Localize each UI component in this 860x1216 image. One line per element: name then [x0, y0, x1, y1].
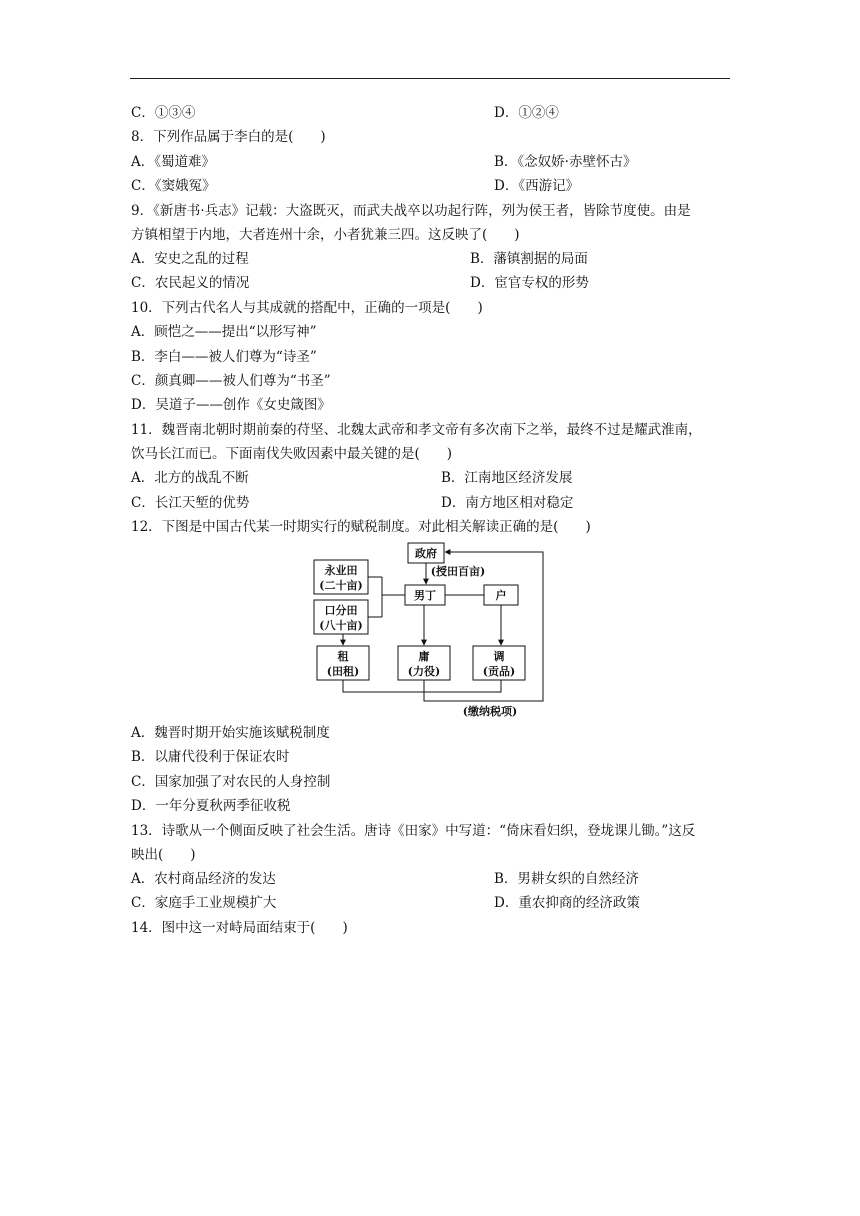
q7-option-c: C．①③④	[131, 105, 196, 121]
q10-option-b: B．李白——被人们尊为“诗圣”	[131, 349, 317, 365]
koufen-label: 口分田	[324, 604, 358, 617]
yong-sub-label: (力役)	[407, 665, 441, 678]
q12-stem: 12．下图是中国古代某一时期实行的赋税制度。对此相关解读正确的是( )	[131, 519, 591, 535]
q12-option-a: A．魏晋时期开始实施该赋税制度	[131, 725, 330, 741]
q14-stem: 14．图中这一对峙局面结束于( )	[131, 920, 348, 936]
q7-option-d: D．①②④	[494, 105, 559, 121]
q9-option-d: D．宦官专权的形势	[470, 275, 589, 291]
pay-label: (缴纳税项)	[462, 705, 518, 718]
male-label: 男丁	[414, 589, 436, 602]
q8-stem: 8．下列作品属于李白的是( )	[131, 129, 326, 145]
q11-stem-line2: 饮马长江而已。下面南伐失败因素中最关键的是( )	[131, 446, 453, 462]
q13-stem-line1: 13．诗歌从一个侧面反映了社会生活。唐诗《田家》中写道：“倚床看妇织，登垅课儿锄。”这反	[131, 823, 696, 839]
zu-label: 租	[337, 650, 349, 663]
q11-option-d: D．南方地区相对稳定	[441, 495, 574, 511]
q9-option-c: C．农民起义的情况	[131, 275, 250, 291]
yongye-label: 永业田	[324, 564, 358, 577]
q9-stem-line1: 9．《新唐书·兵志》记载：大盗既灭，而武夫战卒以功起行阵，列为侯王者，皆除节度使。由是	[131, 203, 691, 219]
tax-system-diagram	[300, 538, 560, 722]
yongye-acres-label: (二十亩)	[319, 579, 363, 592]
q8-option-b: B．《念奴娇·赤壁怀古》	[494, 154, 637, 170]
q10-stem: 10．下列古代名人与其成就的搭配中，正确的一项是( )	[131, 300, 483, 316]
q13-stem-line2: 映出( )	[131, 847, 196, 863]
gov-label: 政府	[415, 547, 437, 560]
q12-option-c: C．国家加强了对农民的人身控制	[131, 774, 331, 790]
q11-stem-line1: 11．魏晋南北朝时期前秦的苻坚、北魏太武帝和孝文帝有多次南下之举，最终不过是耀武淮南，	[131, 422, 702, 438]
q8-option-d: D．《西游记》	[494, 178, 580, 194]
q9-option-a: A．安史之乱的过程	[131, 251, 249, 267]
diao-label: 调	[493, 650, 505, 663]
koufen-acres-label: (八十亩)	[319, 619, 363, 632]
zu-sub-label: (田租)	[326, 665, 360, 678]
grant-label: (授田百亩)	[430, 565, 486, 578]
header-rule	[130, 78, 730, 79]
household-label: 户	[495, 589, 507, 602]
q8-option-c: C．《窦娥冤》	[131, 178, 216, 194]
yong-label: 庸	[418, 650, 430, 663]
q9-stem-line2: 方镇相望于内地，大者连州十余，小者犹兼三四。这反映了( )	[131, 227, 520, 243]
q11-option-c: C．长江天堑的优势	[131, 495, 250, 511]
q9-option-b: B．藩镇割据的局面	[470, 251, 588, 267]
diao-sub-label: (贡品)	[482, 665, 516, 678]
q11-option-b: B．江南地区经济发展	[441, 470, 573, 486]
q11-option-a: A．北方的战乱不断	[131, 470, 249, 486]
q13-option-c: C．家庭手工业规模扩大	[131, 895, 277, 911]
q13-option-d: D．重农抑商的经济政策	[494, 895, 640, 911]
q12-option-b: B．以庸代役利于保证农时	[131, 749, 290, 765]
q13-option-a: A．农村商品经济的发达	[131, 871, 276, 887]
q8-option-a: A．《蜀道难》	[131, 154, 215, 170]
q10-option-c: C．颜真卿——被人们尊为“书圣”	[131, 373, 331, 389]
q13-option-b: B．男耕女织的自然经济	[494, 871, 639, 887]
q10-option-a: A．顾恺之——提出“以形写神”	[131, 324, 317, 340]
q12-option-d: D．一年分夏秋两季征收税	[131, 798, 291, 814]
q10-option-d: D．吴道子——创作《女史箴图》	[131, 397, 331, 413]
